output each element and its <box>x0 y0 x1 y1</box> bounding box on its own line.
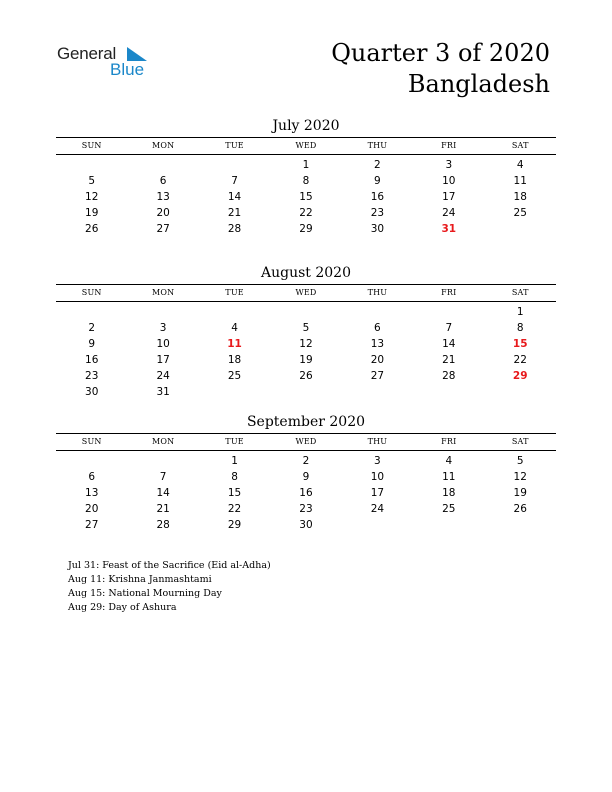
day-cell <box>56 453 127 469</box>
day-cell <box>199 157 270 173</box>
week-row <box>56 384 556 400</box>
day-cell: 10 <box>156 338 170 350</box>
weekday-label: SAT <box>511 141 529 150</box>
day-cell: 7 <box>159 471 167 483</box>
day-cell: 13 <box>85 487 99 499</box>
week-row <box>56 157 556 173</box>
day-cell: 8 <box>231 471 238 483</box>
month-title: July 2020 <box>272 118 340 134</box>
day-cell: 24 <box>370 503 385 515</box>
day-cell: 25 <box>227 370 242 382</box>
week-row <box>56 469 556 485</box>
weekday-label: SUN <box>81 437 102 446</box>
week-row <box>56 336 556 352</box>
day-cell: 5 <box>302 322 310 334</box>
day-cell: 27 <box>85 519 99 531</box>
day-cell: 17 <box>370 487 385 499</box>
day-cell: 22 <box>299 207 313 219</box>
day-cell: 29 <box>227 519 242 531</box>
day-cell <box>56 157 127 173</box>
day-cell: 18 <box>513 191 527 203</box>
day-cell: 11 <box>513 175 527 187</box>
day-cell <box>270 384 341 400</box>
weekday-label: SUN <box>81 288 102 297</box>
week-row <box>56 517 556 533</box>
day-cell: 23 <box>299 503 313 515</box>
day-cell: 17 <box>442 191 456 203</box>
day-cell <box>127 304 198 320</box>
month-top-rule <box>56 137 556 138</box>
weekday-label: WED <box>295 141 317 150</box>
day-cell: 16 <box>85 354 99 366</box>
day-cell: 23 <box>370 207 385 219</box>
day-cell: 7 <box>231 175 238 187</box>
month-top-rule <box>56 284 556 285</box>
title-country: Bangladesh <box>407 70 550 98</box>
day-cell <box>342 384 413 400</box>
day-cell: 8 <box>302 175 310 187</box>
holiday-note: Aug 15: National Mourning Day <box>68 588 222 599</box>
weekday-label: THU <box>367 141 388 150</box>
day-cell: 28 <box>227 223 242 235</box>
day-cell: 20 <box>156 207 170 219</box>
day-cell: 12 <box>299 338 313 350</box>
day-cell: 16 <box>299 487 313 499</box>
weekday-label: THU <box>367 288 388 297</box>
month-august <box>56 264 556 400</box>
week-row <box>56 205 556 221</box>
weekday-label: WED <box>295 288 317 297</box>
holiday-day-cell: 31 <box>441 223 457 235</box>
day-cell: 3 <box>374 455 381 467</box>
day-cell: 2 <box>374 159 381 171</box>
day-cell: 25 <box>442 503 456 515</box>
day-cell: 4 <box>231 322 238 334</box>
weekday-label: SUN <box>81 141 102 150</box>
day-cell: 15 <box>299 191 313 203</box>
day-cell: 26 <box>513 503 527 515</box>
weekday-label: FRI <box>441 437 457 446</box>
day-cell <box>413 304 484 320</box>
day-cell: 20 <box>85 503 99 515</box>
day-cell: 30 <box>370 223 385 235</box>
day-cell: 19 <box>513 487 527 499</box>
day-cell: 17 <box>156 354 170 366</box>
holiday-day-cell: 15 <box>512 338 528 350</box>
day-cell <box>56 304 127 320</box>
day-cell: 28 <box>442 370 456 382</box>
day-cell: 6 <box>88 471 96 483</box>
weekday-label: FRI <box>441 288 457 297</box>
weekday-label: MON <box>151 141 175 150</box>
day-cell: 21 <box>156 503 170 515</box>
day-cell: 22 <box>227 503 242 515</box>
day-cell <box>127 453 198 469</box>
month-title: September 2020 <box>246 414 366 430</box>
day-cell: 22 <box>513 354 527 366</box>
day-cell: 8 <box>516 322 524 334</box>
day-cell: 18 <box>442 487 456 499</box>
day-cell: 5 <box>516 455 524 467</box>
weekday-label: TUE <box>225 141 244 150</box>
day-cell: 6 <box>159 175 167 187</box>
day-cell: 13 <box>370 338 385 350</box>
day-cell: 26 <box>299 370 313 382</box>
week-row <box>56 304 556 320</box>
day-cell: 26 <box>85 223 99 235</box>
month-september <box>56 413 556 533</box>
month-title: August 2020 <box>261 265 351 281</box>
day-cell: 24 <box>156 370 170 382</box>
day-cell: 20 <box>370 354 385 366</box>
day-cell: 27 <box>370 370 385 382</box>
week-row <box>56 352 556 368</box>
day-cell <box>342 304 413 320</box>
day-cell <box>199 384 270 400</box>
week-row <box>56 173 556 189</box>
day-cell: 31 <box>156 386 170 398</box>
day-cell: 5 <box>88 175 96 187</box>
day-cell: 3 <box>445 159 453 171</box>
day-cell: 30 <box>85 386 99 398</box>
day-cell: 1 <box>231 455 238 467</box>
day-cell: 2 <box>88 322 96 334</box>
day-cell <box>342 517 413 533</box>
day-cell: 27 <box>156 223 170 235</box>
week-row <box>56 453 556 469</box>
week-row <box>56 189 556 205</box>
day-cell: 9 <box>374 175 381 187</box>
day-cell: 3 <box>159 322 167 334</box>
weekday-label: TUE <box>225 288 244 297</box>
day-cell: 16 <box>370 191 385 203</box>
holiday-notes <box>68 559 271 615</box>
logo-text-general: General <box>57 44 117 63</box>
day-cell: 4 <box>516 159 524 171</box>
weekday-label: TUE <box>225 437 244 446</box>
day-cell: 21 <box>442 354 456 366</box>
day-cell: 9 <box>302 471 310 483</box>
day-cell <box>485 517 556 533</box>
day-cell: 12 <box>513 471 527 483</box>
weekday-label: MON <box>151 437 175 446</box>
holiday-day-cell: 29 <box>512 370 528 382</box>
day-cell <box>485 221 556 237</box>
day-cell <box>127 157 198 173</box>
day-cell: 12 <box>85 191 99 203</box>
day-cell <box>413 517 484 533</box>
weekday-label: SAT <box>511 437 529 446</box>
day-cell: 4 <box>445 455 453 467</box>
week-row <box>56 485 556 501</box>
day-cell: 2 <box>302 455 310 467</box>
day-cell: 28 <box>156 519 170 531</box>
day-cell: 30 <box>299 519 313 531</box>
holiday-note: Jul 31: Feast of the Sacrifice (Eid al-Adha) <box>68 560 271 571</box>
generalblue-logo <box>57 44 157 80</box>
day-cell: 1 <box>516 306 524 318</box>
day-cell: 21 <box>227 207 242 219</box>
day-cell: 14 <box>442 338 456 350</box>
day-cell <box>413 384 484 400</box>
title-quarter: Quarter 3 of 2020 <box>331 39 550 67</box>
week-row <box>56 368 556 384</box>
week-row <box>56 320 556 336</box>
month-top-rule <box>56 433 556 434</box>
day-cell <box>270 304 341 320</box>
day-cell: 24 <box>442 207 456 219</box>
month-july <box>56 117 556 237</box>
page-title <box>331 38 550 100</box>
week-row <box>56 501 556 517</box>
weekday-label: SAT <box>511 288 529 297</box>
day-cell <box>199 304 270 320</box>
weekday-header-row <box>56 286 556 299</box>
day-cell: 19 <box>85 207 99 219</box>
weekday-label: THU <box>367 437 388 446</box>
day-cell <box>485 384 556 400</box>
day-cell: 14 <box>156 487 170 499</box>
day-cell: 25 <box>513 207 527 219</box>
weekday-label: MON <box>151 288 175 297</box>
day-cell: 18 <box>227 354 242 366</box>
holiday-note: Aug 29: Day of Ashura <box>68 602 177 613</box>
logo-text-blue: Blue <box>110 60 145 79</box>
day-cell: 13 <box>156 191 170 203</box>
day-cell: 7 <box>445 322 453 334</box>
weekday-label: WED <box>295 437 317 446</box>
day-cell: 14 <box>227 191 242 203</box>
day-cell: 15 <box>227 487 242 499</box>
day-cell: 1 <box>302 159 310 171</box>
weekday-label: FRI <box>441 141 457 150</box>
holiday-day-cell: 11 <box>227 338 242 350</box>
weekday-header-row <box>56 435 556 448</box>
holiday-note: Aug 11: Krishna Janmashtami <box>68 574 212 585</box>
day-cell: 9 <box>88 338 96 350</box>
day-cell: 23 <box>85 370 99 382</box>
day-cell: 11 <box>442 471 456 483</box>
day-cell: 6 <box>374 322 381 334</box>
day-cell: 29 <box>299 223 313 235</box>
day-cell: 10 <box>442 175 456 187</box>
week-row <box>56 221 556 237</box>
day-cell: 10 <box>370 471 385 483</box>
day-cell: 19 <box>299 354 313 366</box>
weekday-header-row <box>56 139 556 152</box>
